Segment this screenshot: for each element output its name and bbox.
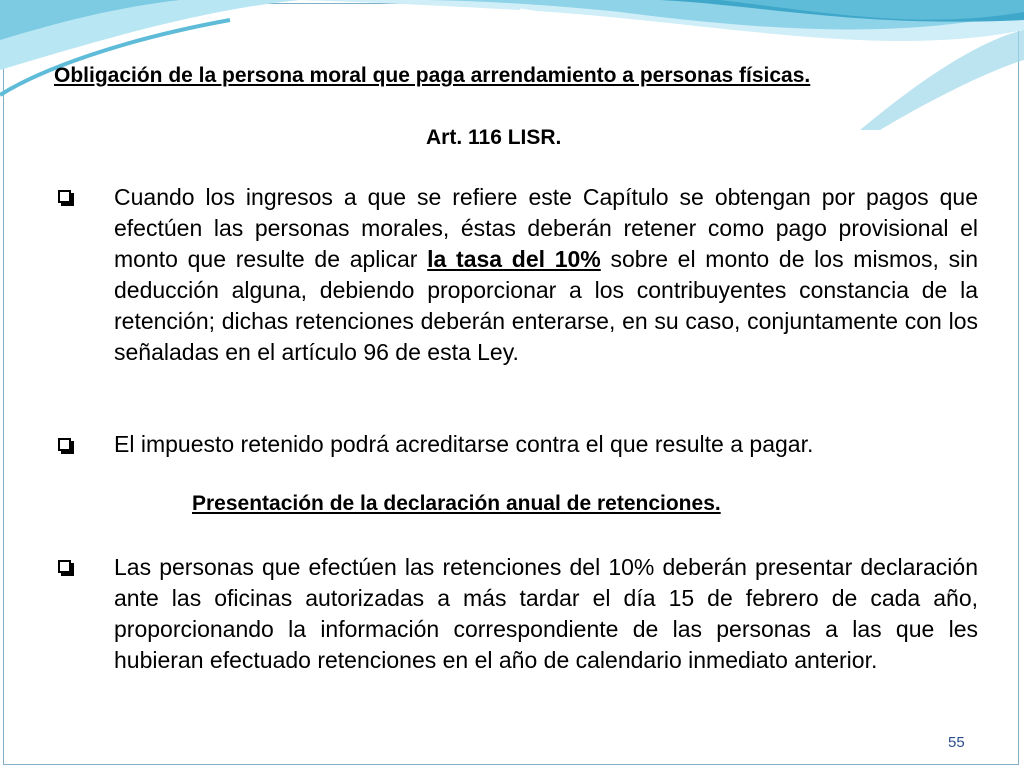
bullet-text-part: Cuando los ingresos a que se refiere este Capítulo se obtengan por pagos que efectúen las personas morales, éstas deberán retener como pago provisional el monto que resulte de aplicar — [114, 184, 978, 272]
tax-rate-highlight: la tasa del 10% — [427, 246, 601, 272]
bullet-paragraph-credit: El impuesto retenido podrá acreditarse contra el que resulte a pagar. — [114, 431, 814, 457]
page-number: 55 — [948, 734, 965, 751]
checkbox-bullet-icon — [58, 560, 71, 573]
checkbox-bullet-icon — [58, 438, 71, 451]
bullet-text-part: sobre el monto de los mismos, sin deducción alguna, debiendo proporcionar a los contribuyentes constancia de la retención; dichas retenciones deberán enterarse, en su caso, conjuntamente con los señaladas en el artículo 96 de esta Ley. — [114, 246, 978, 365]
slide-heading: Obligación de la persona moral que paga arrendamiento a personas físicas. — [54, 64, 811, 87]
bullet-paragraph-retention — [114, 182, 978, 368]
checkbox-bullet-icon — [58, 190, 71, 203]
bullet-paragraph-declaration: Las personas que efectúen las retenciones del 10% deberán presentar declaración ante las oficinas autorizadas a más tardar el día 15 de febrero de cada año, proporcionando la información correspondiente de las personas a las que les hubieran efectuado retenciones en el año de calendario inmediato anterior. — [114, 554, 978, 673]
article-reference: Art. 116 LISR. — [426, 126, 562, 149]
subheading-annual-declaration: Presentación de la declaración anual de retenciones. — [192, 492, 721, 515]
